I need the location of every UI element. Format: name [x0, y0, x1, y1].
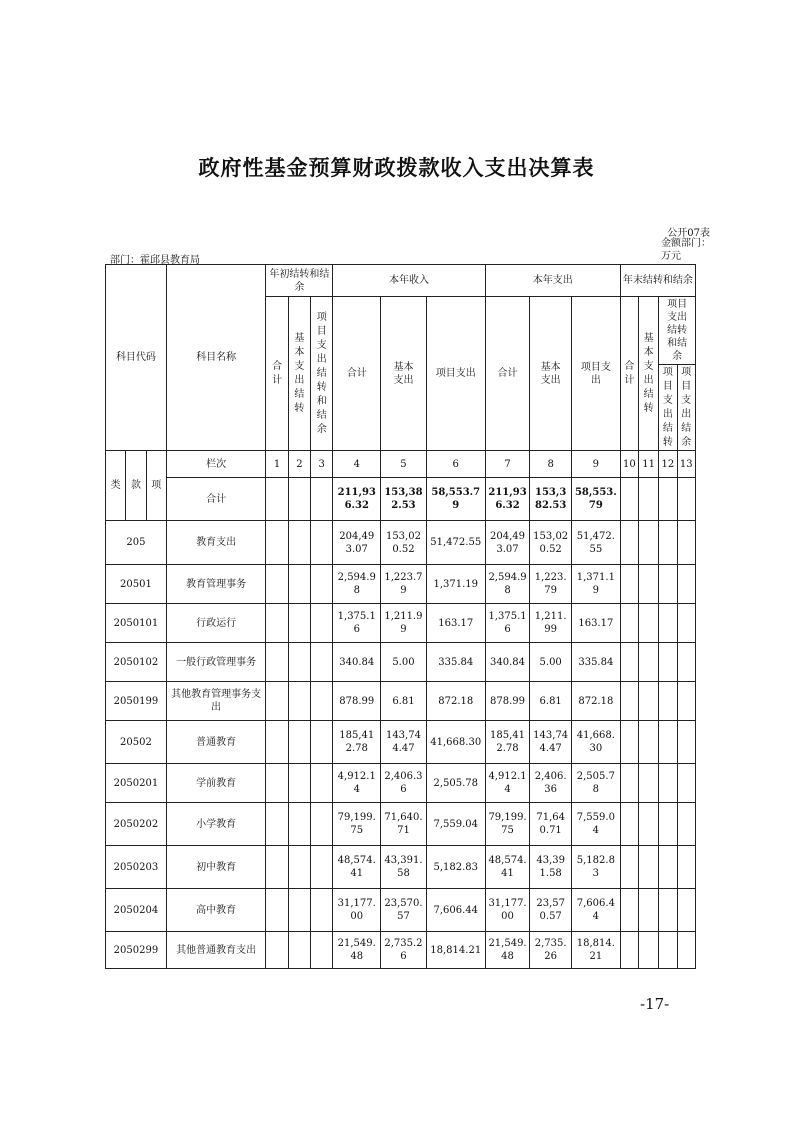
row-c7: 2,594.98	[485, 565, 530, 604]
table-row	[106, 643, 696, 682]
total-c5: 153,382.53	[381, 478, 427, 521]
row-c8: 1,211.99	[530, 604, 572, 643]
row-c9: 872.18	[571, 682, 620, 721]
row-c7: 204,493.07	[485, 521, 530, 565]
row-name: 教育支出	[166, 521, 266, 565]
table-row	[106, 764, 696, 803]
row-name: 一般行政管理事务	[166, 643, 266, 682]
header-lei: 类	[106, 451, 126, 521]
col-no-5: 5	[381, 451, 427, 478]
col-no-8: 8	[530, 451, 572, 478]
row-c6: 1,371.19	[426, 565, 485, 604]
row-c5: 43,391.58	[381, 846, 427, 889]
row-c8: 2,406.36	[530, 764, 572, 803]
row-c4: 2,594.98	[333, 565, 381, 604]
col-no-11: 11	[638, 451, 658, 478]
page-title: 政府性基金预算财政拨款收入支出决算表	[198, 156, 595, 180]
col-no-3: 3	[311, 451, 333, 478]
row-c8: 2,735.26	[530, 932, 572, 969]
header-code: 科目代码	[106, 265, 167, 451]
row-c4: 79,199.75	[333, 803, 381, 846]
header-expense-project: 项目支出	[571, 297, 620, 451]
row-c7: 48,574.41	[485, 846, 530, 889]
header-end-total: 合计	[620, 297, 638, 451]
col-no-13: 13	[677, 451, 695, 478]
row-c7: 1,375.16	[485, 604, 530, 643]
row-c6: 5,182.83	[426, 846, 485, 889]
row-c9: 7,559.04	[571, 803, 620, 846]
row-c6: 2,505.78	[426, 764, 485, 803]
total-c7: 211,936.32	[485, 478, 530, 521]
row-c4: 4,912.14	[333, 764, 381, 803]
header-begin-total: 合计	[266, 297, 288, 451]
row-c8: 23,570.57	[530, 889, 572, 932]
table-row	[106, 932, 696, 969]
header-expense-basic: 基本支出	[530, 297, 572, 451]
row-name: 其他普通教育支出	[166, 932, 266, 969]
row-c5: 1,223.79	[381, 565, 427, 604]
row-c8: 5.00	[530, 643, 572, 682]
col-no-4: 4	[333, 451, 381, 478]
header-begin-basic: 基本支出结转	[288, 297, 310, 451]
row-c4: 48,574.41	[333, 846, 381, 889]
col-no-9: 9	[571, 451, 620, 478]
row-c6: 335.84	[426, 643, 485, 682]
unit-label: 金额部门：万元	[661, 238, 711, 262]
row-c6: 18,814.21	[426, 932, 485, 969]
row-c7: 21,549.48	[485, 932, 530, 969]
row-c4: 204,493.07	[333, 521, 381, 565]
row-c5: 1,211.99	[381, 604, 427, 643]
row-c7: 4,912.14	[485, 764, 530, 803]
total-c6: 58,553.79	[426, 478, 485, 521]
table-row	[106, 803, 696, 846]
col-no-12: 12	[659, 451, 677, 478]
table-row	[106, 889, 696, 932]
row-c8: 143,744.47	[530, 721, 572, 764]
sum-row-label: 合计	[166, 478, 266, 521]
row-c4: 31,177.00	[333, 889, 381, 932]
header-xiang: 项	[146, 451, 166, 521]
table-row	[106, 682, 696, 721]
row-c4: 21,549.48	[333, 932, 381, 969]
row-c7: 878.99	[485, 682, 530, 721]
header-expense-group: 本年支出	[485, 265, 620, 297]
row-c7: 31,177.00	[485, 889, 530, 932]
row-c8: 1,223.79	[530, 565, 572, 604]
row-c5: 6.81	[381, 682, 427, 721]
column-number-label: 栏次	[166, 451, 266, 478]
row-c9: 1,371.19	[571, 565, 620, 604]
row-name: 教育管理事务	[166, 565, 266, 604]
header-kuan: 款	[126, 451, 146, 521]
row-c8: 71,640.71	[530, 803, 572, 846]
row-c7: 340.84	[485, 643, 530, 682]
table-row	[106, 721, 696, 764]
row-name: 学前教育	[166, 764, 266, 803]
total-c9: 58,553.79	[571, 478, 620, 521]
row-code: 2050203	[106, 846, 167, 889]
table-row	[106, 565, 696, 604]
row-name: 初中教育	[166, 846, 266, 889]
col-no-1: 1	[266, 451, 288, 478]
form-number: 公开07表	[667, 228, 710, 239]
fund-budget-table	[105, 264, 696, 969]
row-c6: 7,606.44	[426, 889, 485, 932]
header-end-project-surplus: 项目支出结余	[677, 365, 695, 451]
row-code: 205	[106, 521, 167, 565]
row-c5: 153,020.52	[381, 521, 427, 565]
col-no-7: 7	[485, 451, 530, 478]
col-no-2: 2	[288, 451, 310, 478]
row-c9: 7,606.44	[571, 889, 620, 932]
row-c6: 872.18	[426, 682, 485, 721]
department-label: 部门：霍邱县教育局	[110, 255, 200, 266]
row-c4: 878.99	[333, 682, 381, 721]
header-begin-project: 项目支出结转和结余	[311, 297, 333, 451]
header-income-group: 本年收入	[333, 265, 485, 297]
table-body	[106, 521, 696, 969]
header-name: 科目名称	[166, 265, 266, 451]
row-code: 20501	[106, 565, 167, 604]
row-c5: 2,735.26	[381, 932, 427, 969]
row-code: 2050202	[106, 803, 167, 846]
row-c9: 2,505.78	[571, 764, 620, 803]
total-c4: 211,936.32	[333, 478, 381, 521]
table-row	[106, 846, 696, 889]
row-name: 其他教育管理事务支出	[166, 682, 266, 721]
header-end-group: 年末结转和结余	[620, 265, 695, 297]
row-c5: 71,640.71	[381, 803, 427, 846]
header-income-total: 合计	[333, 297, 381, 451]
row-name: 小学教育	[166, 803, 266, 846]
row-code: 2050199	[106, 682, 167, 721]
row-c9: 163.17	[571, 604, 620, 643]
row-name: 行政运行	[166, 604, 266, 643]
row-c5: 23,570.57	[381, 889, 427, 932]
row-code: 2050299	[106, 932, 167, 969]
header-end-project-carry: 项目支出结转	[659, 365, 677, 451]
row-c5: 143,744.47	[381, 721, 427, 764]
row-code: 2050204	[106, 889, 167, 932]
row-c9: 51,472.55	[571, 521, 620, 565]
row-name: 高中教育	[166, 889, 266, 932]
row-code: 2050201	[106, 764, 167, 803]
row-c8: 43,391.58	[530, 846, 572, 889]
row-c8: 153,020.52	[530, 521, 572, 565]
col-no-6: 6	[426, 451, 485, 478]
row-c9: 335.84	[571, 643, 620, 682]
row-code: 2050102	[106, 643, 167, 682]
row-code: 2050101	[106, 604, 167, 643]
row-c5: 2,406.36	[381, 764, 427, 803]
row-c7: 79,199.75	[485, 803, 530, 846]
header-income-basic: 基本支出	[381, 297, 427, 451]
header-expense-total: 合计	[485, 297, 530, 451]
row-c6: 7,559.04	[426, 803, 485, 846]
total-c8: 153,382.53	[530, 478, 572, 521]
row-c9: 41,668.30	[571, 721, 620, 764]
row-c8: 6.81	[530, 682, 572, 721]
header-end-project: 项目支出结转和结余	[659, 297, 696, 365]
row-c4: 185,412.78	[333, 721, 381, 764]
table-row	[106, 521, 696, 565]
header-income-project: 项目支出	[426, 297, 485, 451]
header-end-basic: 基本支出结转	[638, 297, 658, 451]
row-c9: 5,182.83	[571, 846, 620, 889]
row-code: 20502	[106, 721, 167, 764]
header-begin-group: 年初结转和结余	[266, 265, 333, 297]
col-no-10: 10	[620, 451, 638, 478]
row-c7: 185,412.78	[485, 721, 530, 764]
row-c6: 41,668.30	[426, 721, 485, 764]
row-name: 普通教育	[166, 721, 266, 764]
row-c5: 5.00	[381, 643, 427, 682]
row-c9: 18,814.21	[571, 932, 620, 969]
page-number: -17-	[640, 995, 670, 1013]
table-row	[106, 604, 696, 643]
row-c6: 163.17	[426, 604, 485, 643]
row-c4: 1,375.16	[333, 604, 381, 643]
row-c6: 51,472.55	[426, 521, 485, 565]
row-c4: 340.84	[333, 643, 381, 682]
